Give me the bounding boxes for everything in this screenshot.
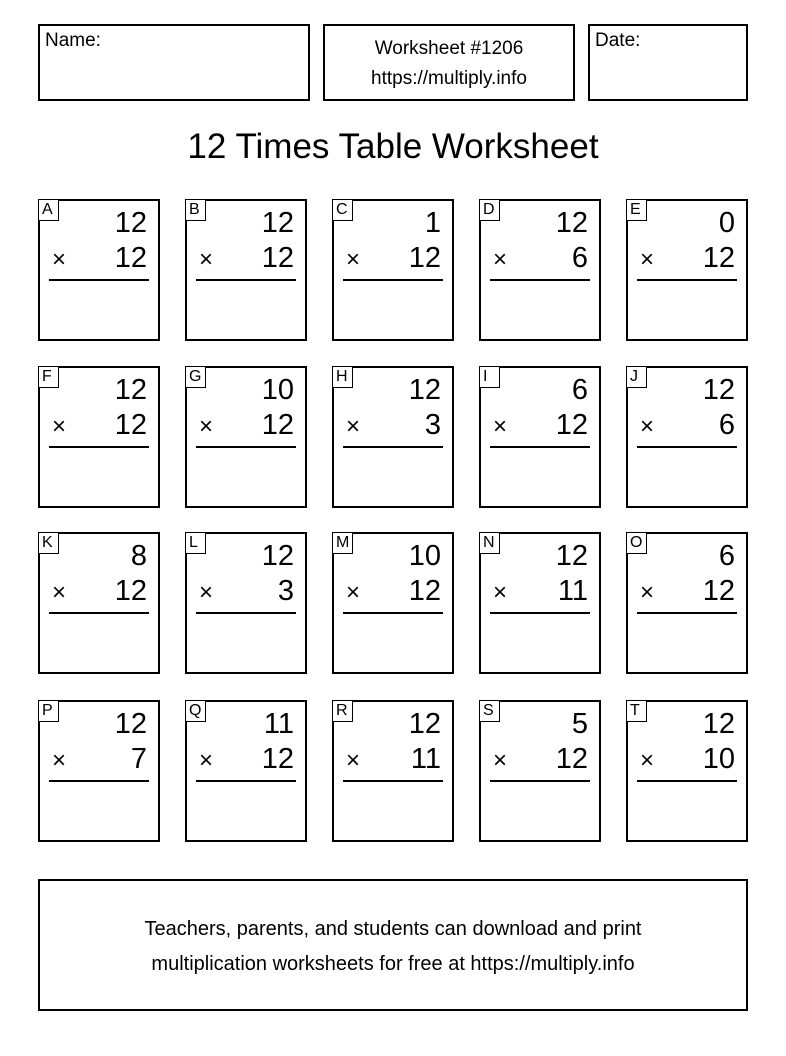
times-sign: ×: [52, 413, 67, 440]
problem-card[interactable]: [185, 199, 307, 341]
problem-letter: F: [38, 366, 59, 388]
times-sign: ×: [493, 579, 508, 606]
multiplicand: 11: [263, 708, 294, 740]
multiplicand: 12: [702, 708, 735, 740]
multiplicand: 10: [408, 540, 441, 572]
answer-line: [490, 446, 590, 448]
problem-card[interactable]: [185, 366, 307, 508]
problem-card[interactable]: [332, 199, 454, 341]
footer-line-1: Teachers, parents, and students can download and print: [144, 918, 642, 940]
problem-letter: Q: [185, 700, 206, 722]
times-sign: ×: [640, 579, 655, 606]
answer-line: [637, 279, 737, 281]
worksheet-url: https://multiply.info: [371, 68, 527, 89]
problem-card[interactable]: [626, 532, 748, 674]
problem-card[interactable]: [332, 532, 454, 674]
answer-line: [637, 612, 737, 614]
answer-line: [490, 612, 590, 614]
answer-line: [196, 279, 296, 281]
multiplier: 6: [571, 242, 588, 274]
name-label: Name:: [45, 30, 101, 51]
multiplicand: 12: [114, 374, 147, 406]
problem-letter: H: [332, 366, 353, 388]
times-sign: ×: [199, 579, 214, 606]
problem-letter: C: [332, 199, 353, 221]
multiplier: 12: [555, 409, 588, 441]
problem-letter: D: [479, 199, 500, 221]
answer-line: [49, 446, 149, 448]
times-sign: ×: [346, 579, 361, 606]
problem-letter: R: [332, 700, 353, 722]
times-sign: ×: [52, 579, 67, 606]
footer-box: [38, 879, 748, 1011]
multiplier: 6: [718, 409, 735, 441]
problem-letter: A: [38, 199, 59, 221]
answer-line: [49, 612, 149, 614]
problem-letter: L: [185, 532, 206, 554]
problem-card[interactable]: [479, 700, 601, 842]
multiplicand: 1: [424, 207, 441, 239]
answer-line: [49, 279, 149, 281]
problem-card[interactable]: [38, 199, 160, 341]
problem-card[interactable]: [479, 199, 601, 341]
multiplicand: 12: [114, 708, 147, 740]
multiplier: 12: [261, 409, 294, 441]
problem-card[interactable]: [332, 366, 454, 508]
multiplier: 12: [408, 242, 441, 274]
problem-card[interactable]: [38, 366, 160, 508]
multiplier: 12: [555, 743, 588, 775]
times-sign: ×: [199, 246, 214, 273]
multiplicand: 12: [261, 207, 294, 239]
answer-line: [637, 446, 737, 448]
problem-letter: S: [479, 700, 500, 722]
multiplicand: 12: [408, 708, 441, 740]
answer-line: [343, 612, 443, 614]
multiplier: 7: [130, 743, 147, 775]
multiplier: 11: [557, 575, 588, 607]
answer-line: [196, 446, 296, 448]
multiplier: 12: [114, 242, 147, 274]
multiplicand: 10: [261, 374, 294, 406]
answer-line: [637, 780, 737, 782]
problem-letter: P: [38, 700, 59, 722]
answer-line: [343, 780, 443, 782]
problem-letter: O: [626, 532, 647, 554]
problem-letter: T: [626, 700, 647, 722]
page-title: 12 Times Table Worksheet: [187, 127, 599, 166]
times-sign: ×: [199, 413, 214, 440]
times-sign: ×: [346, 246, 361, 273]
times-sign: ×: [199, 747, 214, 774]
multiplier: 12: [702, 575, 735, 607]
problem-card[interactable]: [38, 532, 160, 674]
multiplicand: 6: [718, 540, 735, 572]
problem-card[interactable]: [332, 700, 454, 842]
answer-line: [490, 279, 590, 281]
date-field[interactable]: [588, 24, 748, 101]
times-sign: ×: [640, 413, 655, 440]
multiplier: 3: [277, 575, 294, 607]
multiplier: 10: [702, 743, 735, 775]
multiplier: 12: [261, 242, 294, 274]
problem-card[interactable]: [626, 700, 748, 842]
worksheet-number: Worksheet #1206: [374, 38, 524, 59]
problem-letter: I: [479, 366, 500, 388]
worksheet-info-box: [323, 24, 575, 101]
problem-card[interactable]: [479, 366, 601, 508]
times-sign: ×: [52, 747, 67, 774]
multiplier: 12: [702, 242, 735, 274]
multiplier: 3: [424, 409, 441, 441]
multiplier: 12: [408, 575, 441, 607]
times-sign: ×: [640, 747, 655, 774]
problem-letter: M: [332, 532, 353, 554]
problem-letter: N: [479, 532, 500, 554]
multiplicand: 12: [555, 207, 588, 239]
multiplicand: 12: [261, 540, 294, 572]
problem-card[interactable]: [38, 700, 160, 842]
multiplicand: 12: [408, 374, 441, 406]
problem-card[interactable]: [185, 700, 307, 842]
multiplicand: 12: [114, 207, 147, 239]
problem-card[interactable]: [626, 366, 748, 508]
problem-card[interactable]: [479, 532, 601, 674]
name-field[interactable]: [38, 24, 310, 101]
times-sign: ×: [640, 246, 655, 273]
multiplicand: 0: [718, 207, 735, 239]
multiplier: 12: [114, 575, 147, 607]
problem-letter: B: [185, 199, 206, 221]
multiplicand: 12: [555, 540, 588, 572]
answer-line: [49, 780, 149, 782]
footer-line-2: multiplication worksheets for free at https://multiply.info: [151, 953, 635, 975]
times-sign: ×: [493, 413, 508, 440]
multiplier: 12: [114, 409, 147, 441]
multiplier: 12: [261, 743, 294, 775]
problem-card[interactable]: [626, 199, 748, 341]
times-sign: ×: [52, 246, 67, 273]
answer-line: [343, 446, 443, 448]
times-sign: ×: [493, 747, 508, 774]
problem-card[interactable]: [185, 532, 307, 674]
problem-letter: K: [38, 532, 59, 554]
multiplier: 11: [410, 743, 441, 775]
problem-letter: J: [626, 366, 647, 388]
answer-line: [196, 780, 296, 782]
answer-line: [343, 279, 443, 281]
date-label: Date:: [595, 30, 641, 51]
multiplicand: 8: [130, 540, 147, 572]
multiplicand: 5: [571, 708, 588, 740]
problem-letter: G: [185, 366, 206, 388]
problem-letter: E: [626, 199, 647, 221]
multiplicand: 12: [702, 374, 735, 406]
times-sign: ×: [346, 413, 361, 440]
times-sign: ×: [346, 747, 361, 774]
multiplicand: 6: [571, 374, 588, 406]
answer-line: [196, 612, 296, 614]
times-sign: ×: [493, 246, 508, 273]
answer-line: [490, 780, 590, 782]
